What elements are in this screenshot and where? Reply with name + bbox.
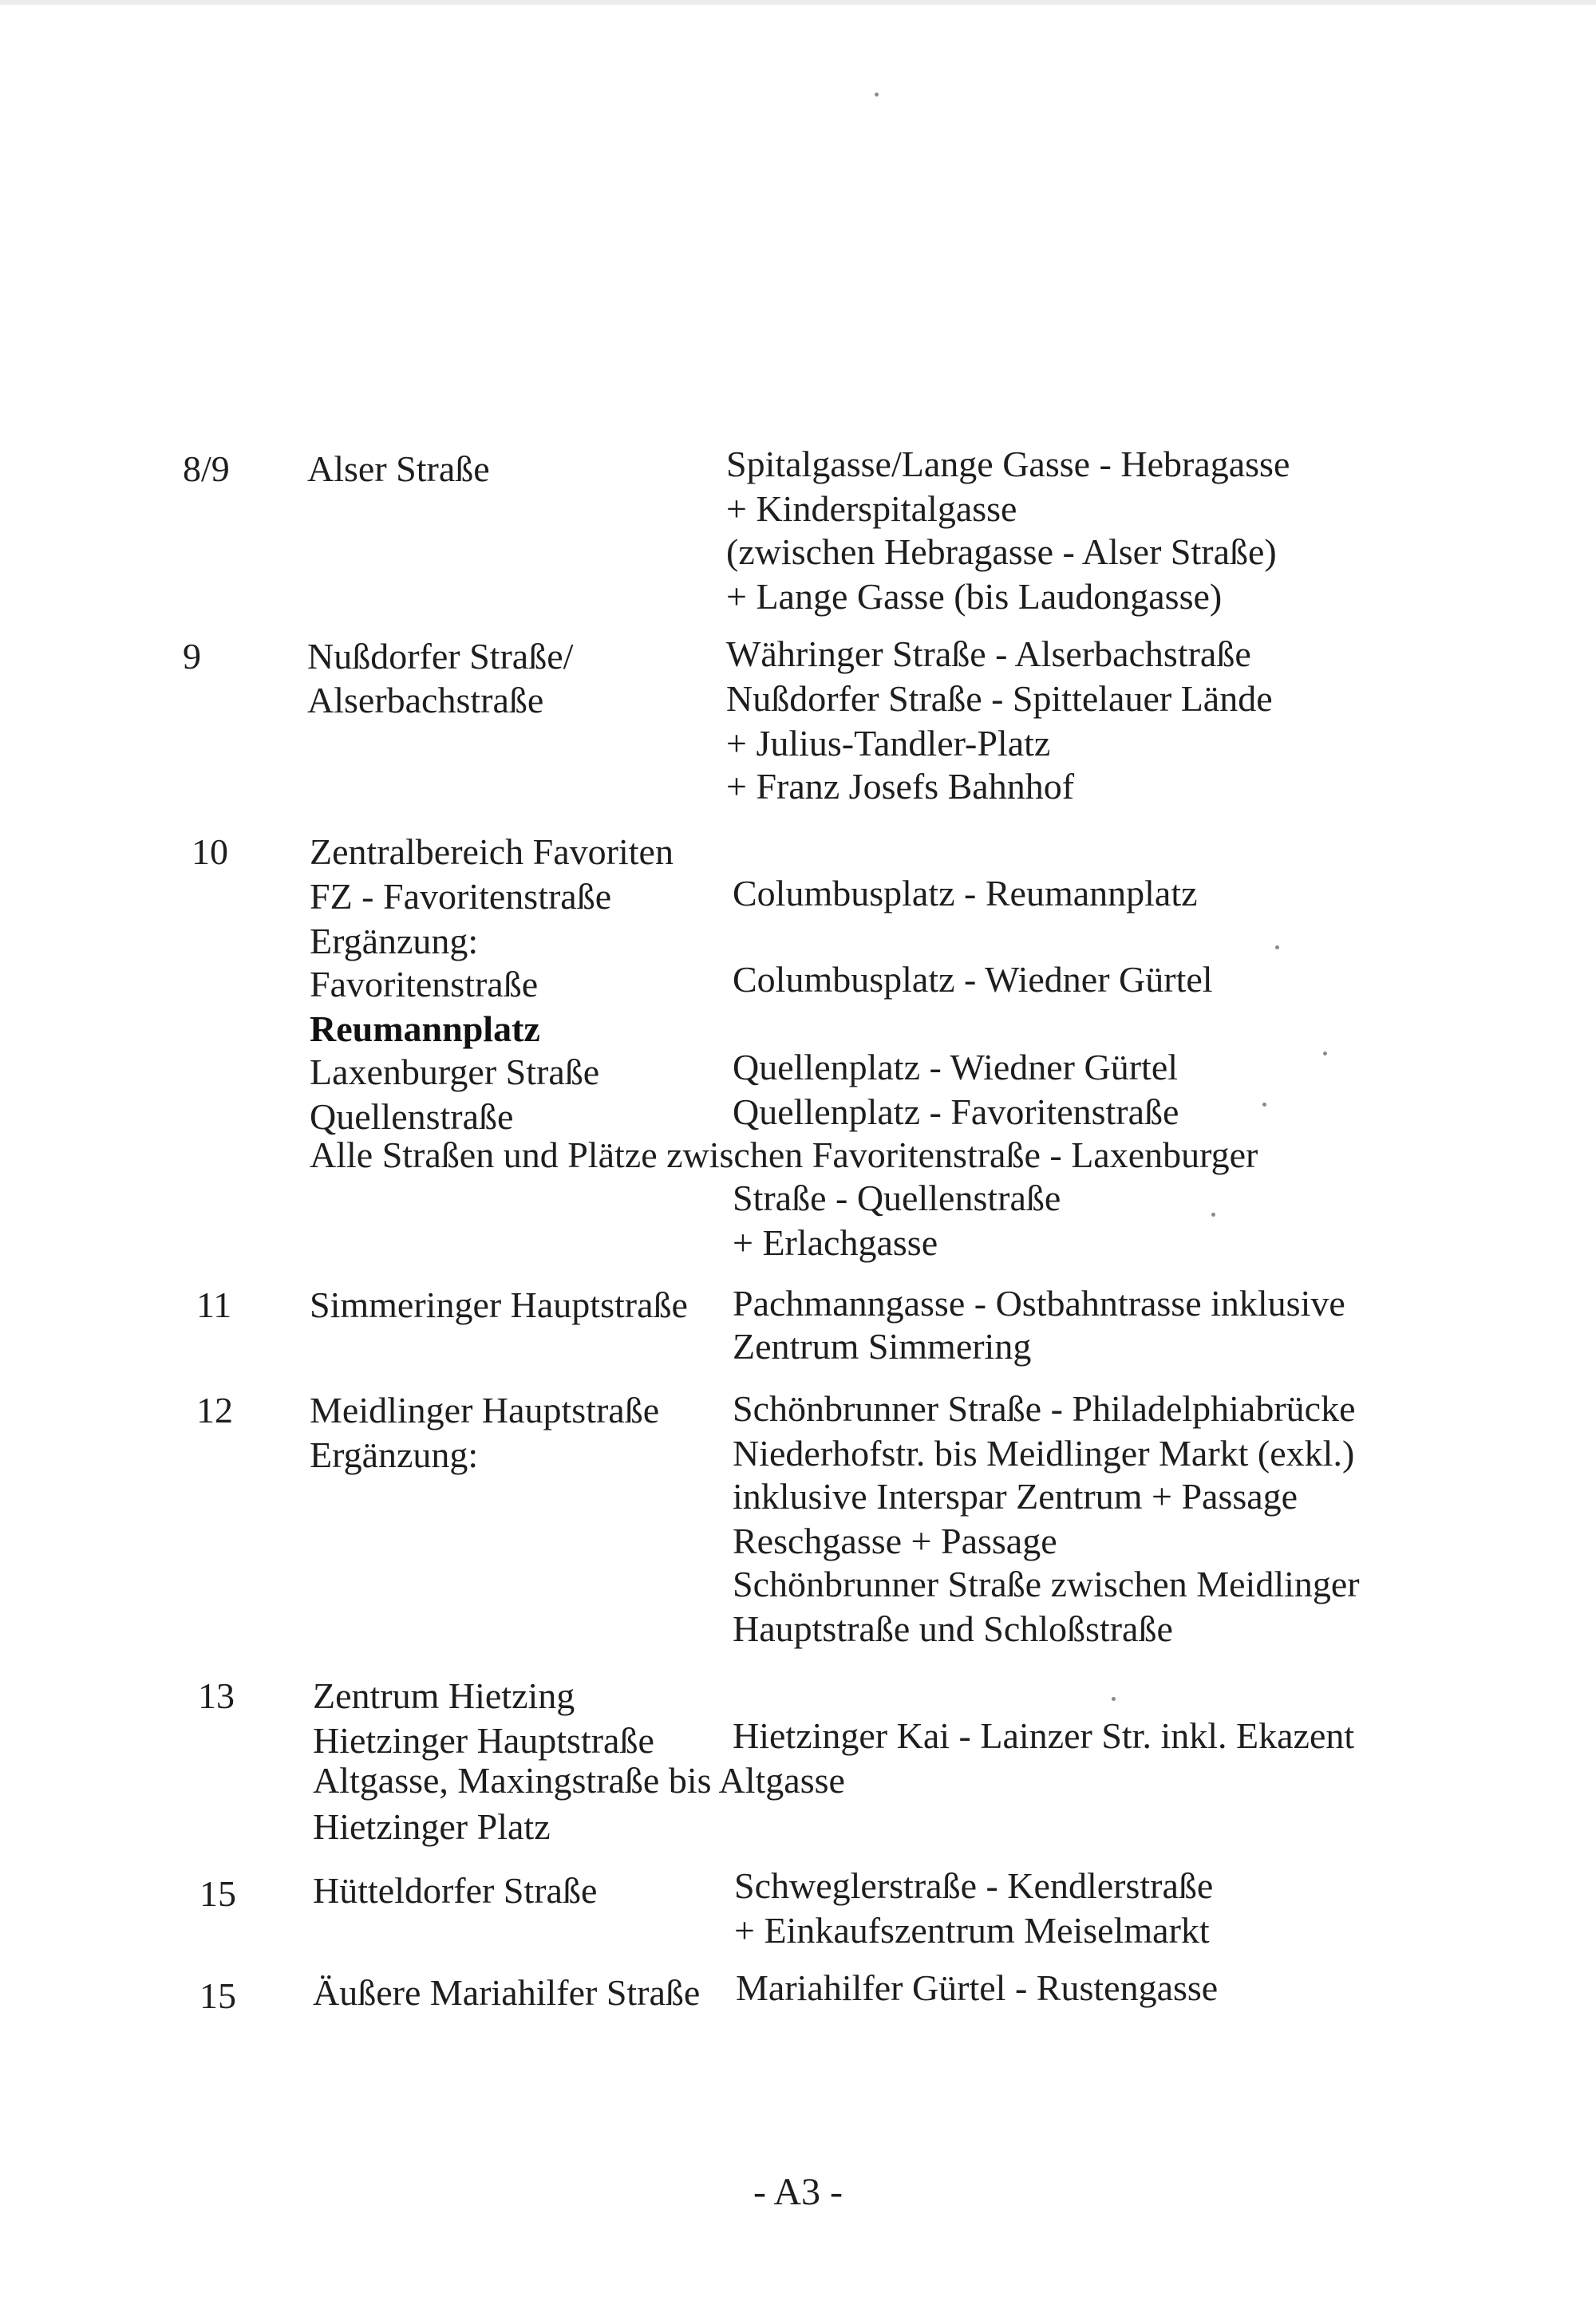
- street-range: Niederhofstr. bis Meidlinger Markt (exkl.): [733, 1433, 1355, 1474]
- street-name: Simmeringer Hauptstraße: [310, 1284, 688, 1325]
- street-name: Alser Straße: [307, 448, 490, 489]
- street-range: Schweglerstraße - Kendlerstraße: [734, 1865, 1214, 1906]
- district-number: 15: [200, 1873, 236, 1914]
- street-range: + Lange Gasse (bis Laudongasse): [726, 576, 1223, 617]
- street-name: Hietzinger Hauptstraße: [313, 1720, 654, 1761]
- street-name: Alserbachstraße: [307, 680, 544, 720]
- street-name: Favoritenstraße: [310, 964, 539, 1004]
- street-name: Äußere Mariahilfer Straße: [313, 1972, 701, 2013]
- street-range: Mariahilfer Gürtel - Rustengasse: [736, 1967, 1219, 2008]
- district-number: 10: [192, 831, 228, 872]
- street-name: Hietzinger Platz: [313, 1806, 551, 1847]
- district-number: 8/9: [183, 448, 230, 489]
- street-range: Pachmanngasse - Ostbahntrasse inklusive: [733, 1283, 1345, 1324]
- street-name: Laxenburger Straße: [310, 1052, 600, 1092]
- street-range: + Einkaufszentrum Meiselmarkt: [734, 1910, 1210, 1951]
- street-range: Columbusplatz - Reumannplatz: [733, 873, 1198, 913]
- district-number: 9: [183, 636, 201, 677]
- street-name: Hütteldorfer Straße: [313, 1870, 598, 1911]
- street-name: Altgasse, Maxingstraße bis Altgasse: [313, 1760, 845, 1801]
- district-number: 11: [196, 1284, 232, 1325]
- street-range: + Kinderspitalgasse: [726, 488, 1017, 529]
- street-name: Ergänzung:: [310, 921, 479, 961]
- street-name: Nußdorfer Straße/: [307, 636, 574, 677]
- street-range: Quellenplatz - Favoritenstraße: [733, 1091, 1179, 1132]
- street-range: Quellenplatz - Wiedner Gürtel: [733, 1047, 1179, 1087]
- area-note: Straße - Quellenstraße: [733, 1178, 1061, 1218]
- street-range: Spitalgasse/Lange Gasse - Hebragasse: [726, 444, 1290, 484]
- street-name: FZ - Favoritenstraße: [310, 876, 612, 917]
- street-range: Hietzinger Kai - Lainzer Str. inkl. Ekazent: [733, 1715, 1355, 1756]
- section-heading: Zentrum Hietzing: [313, 1675, 575, 1716]
- district-number: 12: [196, 1390, 233, 1430]
- street-range: (zwischen Hebragasse - Alser Straße): [726, 531, 1277, 572]
- street-range: + Franz Josefs Bahnhof: [726, 766, 1075, 807]
- street-range: inklusive Interspar Zentrum + Passage: [733, 1476, 1298, 1517]
- page-number: - A3 -: [753, 2171, 843, 2213]
- district-number: 13: [198, 1675, 235, 1716]
- street-range: Schönbrunner Straße - Philadelphiabrücke: [733, 1388, 1356, 1429]
- area-note: Alle Straßen und Plätze zwischen Favoritenstraße - Laxenburger: [310, 1134, 1258, 1175]
- street-range: Nußdorfer Straße - Spittelauer Lände: [726, 678, 1273, 719]
- street-range: Reschgasse + Passage: [733, 1521, 1057, 1561]
- street-name: Ergänzung:: [310, 1434, 479, 1475]
- district-number: 15: [200, 1975, 236, 2016]
- street-name: Reumannplatz: [310, 1008, 540, 1049]
- section-heading: Zentralbereich Favoriten: [310, 831, 674, 872]
- street-name: Quellenstraße: [310, 1096, 514, 1137]
- street-range: Columbusplatz - Wiedner Gürtel: [733, 959, 1213, 1000]
- street-range: + Julius-Tandler-Platz: [726, 723, 1051, 763]
- street-range: Zentrum Simmering: [733, 1326, 1032, 1367]
- street-range: Währinger Straße - Alserbachstraße: [726, 633, 1251, 674]
- street-range: Hauptstraße und Schloßstraße: [733, 1608, 1173, 1649]
- street-range: Schönbrunner Straße zwischen Meidlinger: [733, 1564, 1360, 1604]
- street-name: Meidlinger Hauptstraße: [310, 1390, 660, 1430]
- area-note: + Erlachgasse: [733, 1222, 938, 1263]
